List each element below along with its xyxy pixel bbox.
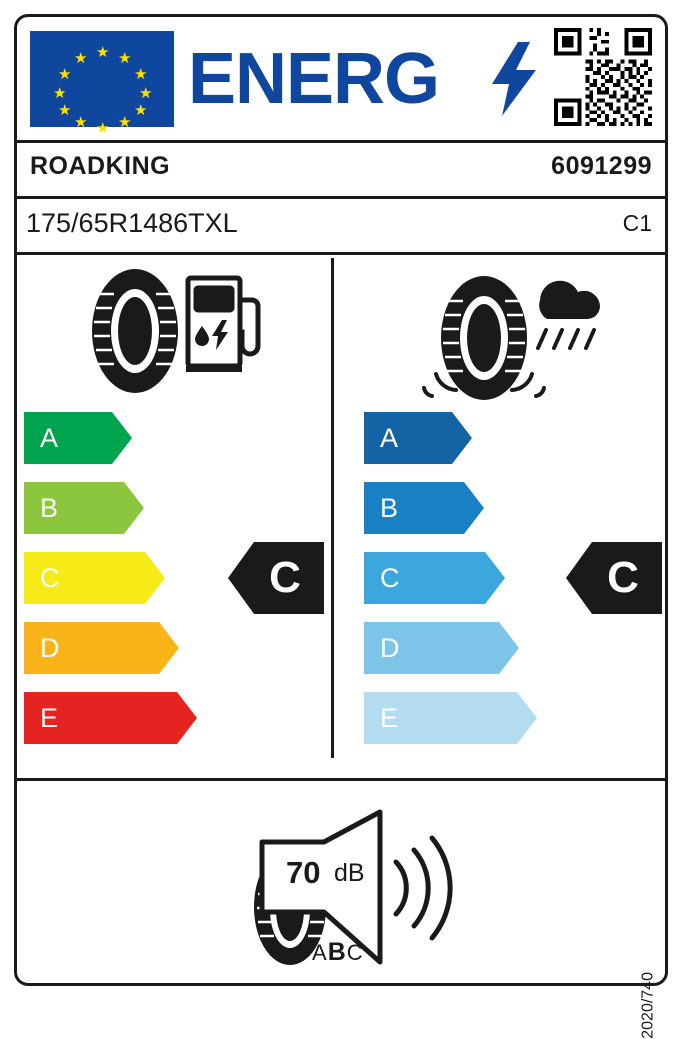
- fuel-pump-tyre-icon: [88, 266, 268, 396]
- grade-row: [24, 692, 184, 744]
- noise-value: 70: [286, 855, 321, 890]
- page-title: ENERG: [188, 39, 440, 119]
- grade-row: [24, 552, 184, 604]
- lightning-bolt-icon: [492, 42, 536, 116]
- divider-size: [17, 252, 665, 255]
- grade-row: [24, 482, 184, 534]
- divider-top: [17, 140, 665, 143]
- divider-brand: [17, 196, 665, 199]
- grade-row: [24, 412, 184, 464]
- divider-noise: [17, 778, 665, 781]
- grade-row: [364, 482, 524, 534]
- noise-class-a: A: [312, 940, 328, 965]
- selected-grade-letter: C: [269, 553, 301, 602]
- grade-letter: D: [40, 633, 60, 663]
- grade-letter: A: [40, 423, 59, 453]
- grade-row: [364, 552, 524, 604]
- tyre-size-designation: 175/65R1486TXL: [26, 208, 238, 238]
- noise-class-scale: [312, 938, 364, 967]
- tyre-class: C1: [622, 210, 652, 236]
- grade-row: [364, 412, 524, 464]
- grade-letter: B: [380, 493, 399, 523]
- grade-letter: C: [380, 563, 400, 593]
- eu-flag-icon: ★ ★ ★ ★ ★ ★ ★ ★ ★ ★ ★ ★: [30, 31, 174, 127]
- supplier-brand: ROADKING: [30, 152, 171, 180]
- grade-letter: A: [380, 423, 399, 453]
- noise-class-c: C: [346, 940, 364, 965]
- grade-row: [364, 622, 524, 674]
- supplier-model: 6091299: [551, 152, 652, 180]
- grade-letter: E: [40, 703, 59, 733]
- qr-code-icon: [554, 28, 652, 126]
- rain-cloud-tyre-icon: [412, 266, 612, 411]
- grade-letter: E: [380, 703, 399, 733]
- grade-letter: D: [380, 633, 400, 663]
- noise-class-b-selected: B: [327, 938, 347, 966]
- wet-grip-scale: [364, 412, 524, 762]
- grade-letter: B: [40, 493, 59, 523]
- selected-grade-letter: C: [607, 553, 639, 602]
- regulation-code: 2020/740: [640, 972, 657, 1039]
- grade-letter: C: [40, 563, 60, 593]
- grade-row: [24, 622, 184, 674]
- wet-grip-selected-grade: [566, 542, 662, 614]
- divider-vertical: [331, 258, 334, 758]
- fuel-efficiency-selected-grade: [228, 542, 324, 614]
- grade-row: [364, 692, 524, 744]
- fuel-efficiency-scale: [24, 412, 184, 762]
- noise-unit: dB: [334, 859, 365, 887]
